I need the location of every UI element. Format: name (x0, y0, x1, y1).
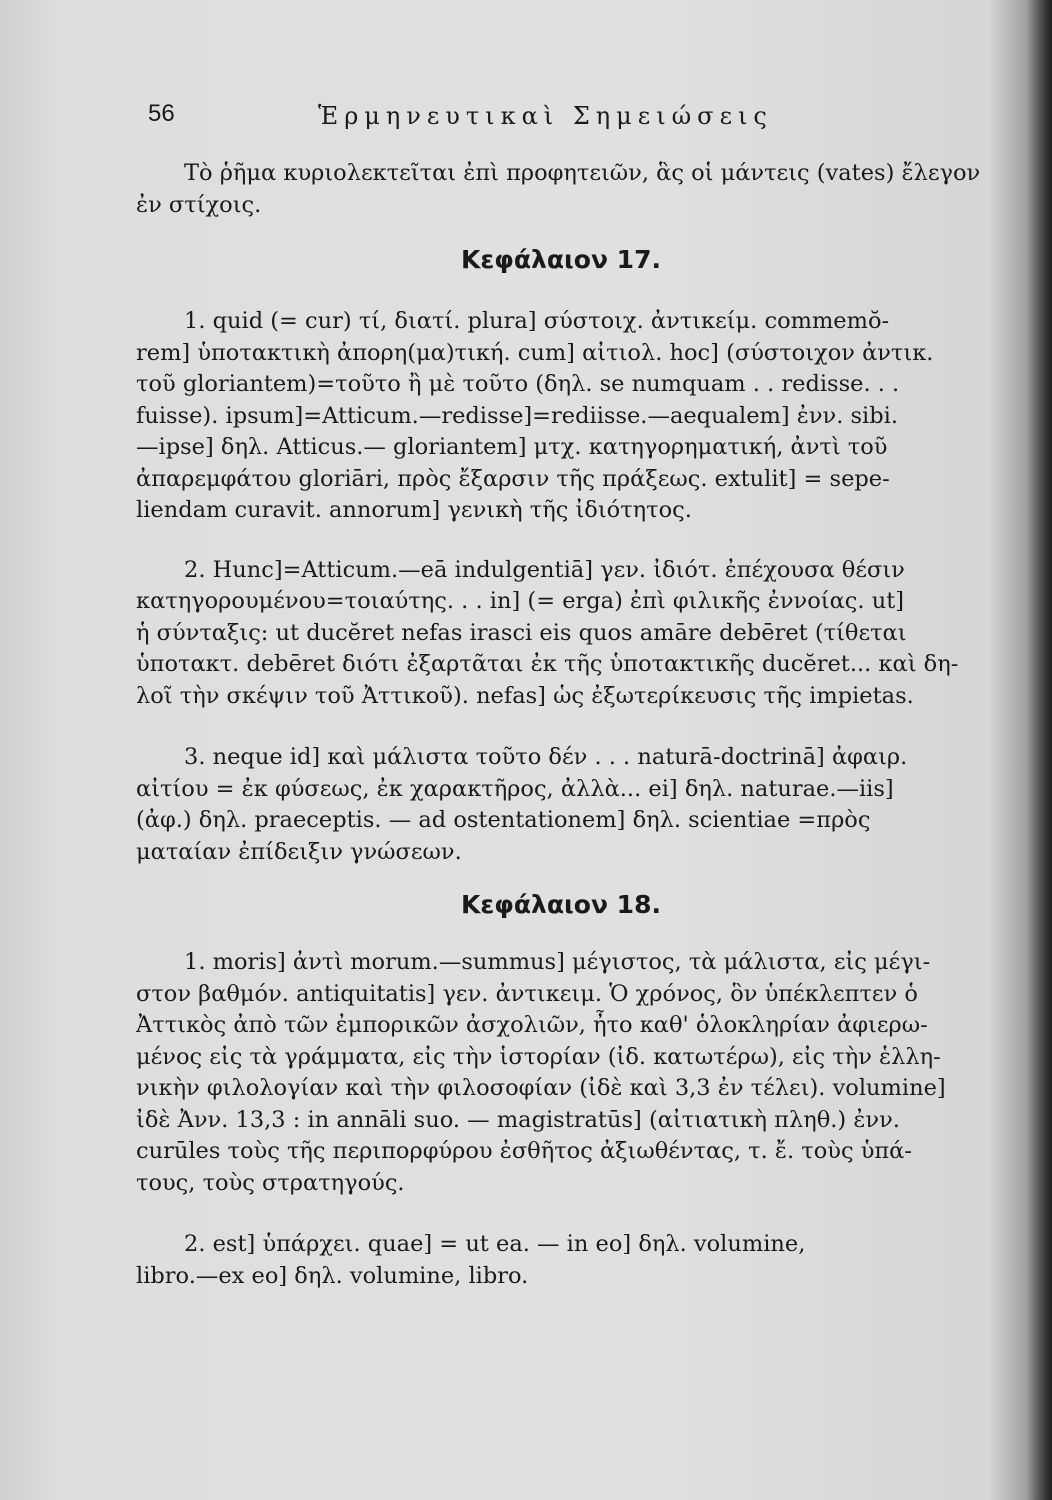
page-body (136, 158, 986, 1292)
text-line: αἰτίου = ἐκ φύσεως, ἐκ χαρακτῆρος, ἀλλὰ... ei] δηλ. naturae.—iis] (136, 775, 894, 802)
text-line: ἀπαρεμφάτου gloriāri, πρὸς ἔξαρσιν τῆς πράξεως. extulit] = sepe- (136, 465, 890, 492)
text-line: ὑποτακτ. debēret διότι ἐξαρτᾶται ἐκ τῆς ὑποτακτικῆς ducĕret... καὶ δη- (136, 651, 959, 677)
text-line: τους, τοὺς στρατηγούς. (136, 1169, 405, 1196)
chapter-17-note-3 (136, 742, 986, 868)
page-number: 56 (148, 100, 175, 127)
chapter-17-title: Κεφάλαιον 17. (461, 245, 661, 274)
text-line: 1. moris] ἀντὶ morum.—summus] μέγιστος, τὰ μάλιστα, εἰς μέγι- (184, 949, 931, 975)
text-line: ἡ σύνταξις: ut ducĕret nefas irasci eis quos amāre debēret (τίθεται (136, 619, 907, 646)
text-line: 1. quid (= cur) τί, διατί. plura] σύστοιχ. ἀντικείμ. commemŏ- (184, 308, 890, 334)
text-line: —ipse] δηλ. Atticus.— gloriantem] μτχ. κατηγορηματική, ἀντὶ τοῦ (136, 434, 888, 460)
text-line: Τὸ ῥῆμα κυριολεκτεῖται ἐπὶ προφητειῶν, ἃς οἱ μάντεις (vates) ἔλεγον (184, 160, 981, 186)
text-line: κατηγορουμένου=τοιαύτης. . . in] (= erga) ἐπὶ φιλικῆς ἐννοίας. ut] (136, 588, 905, 614)
text-line: 3. neque id] καὶ μάλιστα τοῦτο δέν . . . naturā-doctrinā] ἀφαιρ. (184, 744, 908, 770)
text-line: ἰδὲ Ἀνν. 13,3 : in annāli suo. — magistratūs] (αἰτιατικὴ πληθ.) ἐνν. (136, 1106, 900, 1133)
text-line: λοῖ τὴν σκέψιν τοῦ Ἀττικοῦ). nefas] ὡς ἐξωτερίκευσις τῆς impietas. (136, 682, 914, 709)
chapter-17-note-1 (136, 306, 986, 527)
page-header (148, 100, 868, 140)
book-gutter-shadow (1026, 0, 1052, 1500)
chapter-18-note-1 (136, 947, 986, 1199)
text-line: νικὴν φιλολογίαν καὶ τὴν φιλοσοφίαν (ἰδὲ καὶ 3,3 ἐν τέλει). volumine] (136, 1075, 946, 1101)
text-line: 2. est] ὑπάρχει. quae] = ut ea. — in eo] δηλ. volumine, (184, 1231, 806, 1257)
text-line: (ἀφ.) δηλ. praeceptis. — ad ostentationem] δηλ. scientiae =πρὸς (136, 807, 871, 833)
text-line: liendam curavit. annorum] γενικὴ τῆς ἰδιότητος. (136, 497, 692, 523)
text-line: rem] ὑποτακτικὴ ἀπορη(μα)τική. cum] αἰτιολ. hoc] (σύστοιχον ἀντικ. (136, 339, 934, 366)
text-line: curūles τοὺς τῆς περιπορφύρου ἐσθῆτος ἀξιωθέντας, τ. ἔ. τοὺς ὑπά- (136, 1138, 912, 1164)
text-line: μένος εἰς τὰ γράμματα, εἰς τὴν ἱστορίαν (ἰδ. κατωτέρω), εἰς τὴν ἑλλη- (136, 1043, 941, 1070)
intro-paragraph (136, 158, 986, 221)
text-line: fuisse). ipsum]=Atticum.—redisse]=rediisse.—aequalem] ἐνν. sibi. (136, 402, 899, 429)
text-line: 2. Hunc]=Atticum.—eā indulgentiā] γεν. ἰδιότ. ἐπέχουσα θέσιν (184, 556, 905, 583)
text-line: στον βαθμόν. antiquitatis] γεν. ἀντικειμ. Ὁ χρόνος, ὃν ὑπέκλεπτεν ὁ (136, 980, 918, 1007)
text-line: libro.—ex eo] δηλ. volumine, libro. (136, 1262, 529, 1289)
text-line: τοῦ gloriantem)=τοῦτο ἢ μὲ τοῦτο (δηλ. se numquam . . redisse. . . (136, 371, 900, 397)
text-line: Ἀττικὸς ἀπὸ τῶν ἐμπορικῶν ἀσχολιῶν, ἦτο καθ' ὁλοκληρίαν ἀφιερω- (136, 1012, 928, 1038)
text-line: ἐν στίχοις. (136, 191, 262, 218)
chapter-18-note-2 (136, 1229, 986, 1292)
text-line: ματαίαν ἐπίδειξιν γνώσεων. (136, 838, 462, 865)
running-head: Ἑρμηνευτικαὶ Σημειώσεις (318, 102, 773, 130)
chapter-18-title: Κεφάλαιον 18. (461, 890, 661, 919)
chapter-17-note-2 (136, 555, 986, 713)
